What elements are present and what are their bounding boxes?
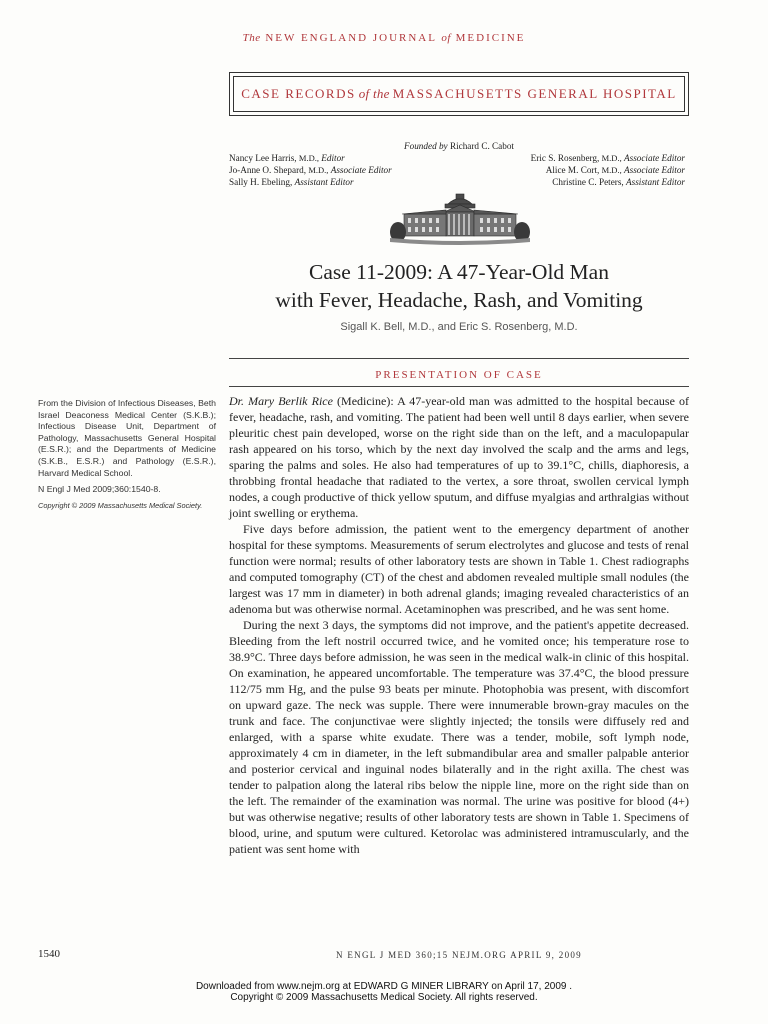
- citation: N Engl J Med 2009;360:1540-8.: [38, 484, 161, 495]
- body-paragraph: [229, 393, 689, 521]
- editor-name: Alice M. Cort,: [545, 165, 600, 176]
- editor-role: Assistant Editor: [626, 177, 685, 188]
- editors-left: [229, 152, 392, 189]
- article-title-line: with Fever, Headache, Rash, and Vomiting: [275, 288, 643, 312]
- editor-role: Editor: [321, 153, 345, 163]
- founded-label: Founded by: [404, 141, 448, 151]
- article-body: [229, 393, 689, 857]
- download-notice-line: Copyright © 2009 Massachusetts Medical Society. All rights reserved.: [230, 992, 538, 1003]
- journal-suffix: MEDICINE: [455, 32, 526, 44]
- editor-entry: [229, 164, 392, 176]
- founder-name: Richard C. Cabot: [449, 141, 514, 151]
- editor-name: Christine C. Peters,: [552, 177, 624, 188]
- journal-title: NEW ENGLAND JOURNAL: [265, 32, 437, 44]
- series-banner-inner: [233, 76, 685, 112]
- series-banner: [229, 72, 689, 116]
- editor-degree: M.D.,: [601, 165, 622, 176]
- section-heading: PRESENTATION OF CASE: [375, 369, 543, 381]
- article-title-line: Case 11-2009: A 47-Year-Old Man: [309, 260, 609, 284]
- journal-of: of: [441, 32, 451, 44]
- section-rule: [229, 358, 689, 359]
- sidebar-notes: [38, 398, 216, 516]
- series-banner-part1: CASE RECORDS: [241, 86, 356, 101]
- founded-line: [229, 140, 689, 152]
- editor-role: Assistant Editor: [294, 177, 354, 188]
- section-rule: [229, 386, 689, 387]
- download-notice-line: Downloaded from www.nejm.org at EDWARD G MINER LIBRARY on April 17, 2009 .: [195, 981, 573, 992]
- page-number: 1540: [38, 948, 60, 960]
- copyright-notice: Copyright © 2009 Massachusetts Medical Society.: [38, 500, 203, 510]
- body-paragraph: During the next 3 days, the symptoms did not improve, and the patient's appetite decreased. Bleeding from the left nostril occurred twice, and he vomited once; his temperature rose to 38.9°C. Three days before admission, he was seen in the medical walk-in clinic of this hospital. On examination, he appeared uncomfortable. The temperature was 37.4°C, the blood pressure 112/75 mm Hg, and the pulse 93 beats per minute. Photophobia was present, with discomfort on upward gaze. The neck was supple. There were innumerable brown-gray macules on the trunk and face. The conjunctivae were slightly injected; the tonsils were diffusely red and enlarged, with a sparse white exudate. There was a tender, mobile, soft lymph node, approximately 4 cm in diameter, in the left submandibular area and smaller palpable anterior and posterior cervical and inguinal nodes bilaterally and in the right axilla. The chest was tender to palpation along the lateral ribs below the nipple line, more on the right side than on the left. The remainder of the examination was normal. The urine was positive for blood (4+) but was otherwise negative; results of other laboratory tests are shown in Table 1. Specimens of blood, urine, and sputum were cultured. Ketorolac was administered intramuscularly, and the patient was sent home with: [229, 618, 689, 856]
- editor-name: Eric S. Rosenberg,: [530, 153, 600, 163]
- editor-name: Nancy Lee Harris,: [229, 153, 297, 163]
- author-affiliation: From the Division of Infectious Diseases, Beth Israel Deaconess Medical Center (S.K.B.); Infectious Disease Unit, Department of Pathology, Massachusetts General Hospital (E.S.R.); and the Departments of Medicine (S.K.B., E.S.R.) and Pathology (E.S.R.), Harvard Medical School.: [38, 398, 216, 478]
- hospital-building-illustration: [390, 192, 530, 248]
- editor-entry: [229, 176, 392, 188]
- editor-entry: [531, 176, 685, 188]
- editor-entry: [229, 152, 392, 164]
- editor-name: Sally H. Ebeling,: [229, 177, 293, 188]
- journal-prefix: The: [242, 32, 261, 44]
- editor-entry: [531, 152, 685, 164]
- body-paragraph: Five days before admission, the patient went to the emergency department of another hospital for these symptoms. Measurements of serum electrolytes and glucose and tests of renal function were normal; results of other laboratory tests are shown in Table 1. Chest radiographs and computed tomography (CT) of the chest and abdomen revealed multiple small nodules (the largest was 17 mm in diameter) in both adrenal glands; imaging revealed characteristics of an adenoma but was otherwise normal. Acetaminophen was prescribed, and he was sent home.: [229, 522, 689, 616]
- series-banner-part2: MASSACHUSETTS GENERAL HOSPITAL: [392, 86, 677, 101]
- journal-header: [0, 32, 768, 44]
- download-notice: [0, 981, 768, 1003]
- editor-degree: M.D.,: [601, 153, 622, 163]
- editor-role: Associate Editor: [330, 165, 392, 176]
- editor-degree: M.D.,: [298, 153, 319, 163]
- editor-entry: [531, 164, 685, 176]
- speaker-name: Dr. Mary Berlik Rice: [229, 394, 333, 408]
- article-title: [229, 258, 689, 314]
- editors-right: [531, 152, 685, 189]
- footer-citation: N ENGL J MED 360;15 NEJM.ORG APRIL 9, 2009: [336, 950, 582, 960]
- editor-role: Associate Editor: [624, 165, 685, 176]
- editor-role: Associate Editor: [624, 153, 685, 163]
- paragraph-text: (Medicine): A 47-year-old man was admitted to the hospital because of fever, headache, rash, and vomiting. The patient had been well until 8 days earlier, when severe pleuritic chest pain developed, worse on the right side than on the left, and a maculopapular rash appeared on his torso, which by the next day involved the scalp and the arms and legs, sparing the palms and soles. He also had temperatures of up to 39.1°C, chills, diaphoresis, a throbbing frontal headache that radiated to the vertex, a sore throat, swollen cervical lymph nodes, a cough productive of thick yellow sputum, and diffuse myalgias and arthralgias without joint swelling or erythema.: [229, 394, 689, 520]
- article-authors: Sigall K. Bell, M.D., and Eric S. Rosenberg, M.D.: [340, 321, 578, 333]
- editor-name: Jo-Anne O. Shepard,: [229, 165, 307, 176]
- editor-degree: M.D.,: [308, 165, 329, 176]
- series-banner-of-the: of the: [358, 86, 390, 101]
